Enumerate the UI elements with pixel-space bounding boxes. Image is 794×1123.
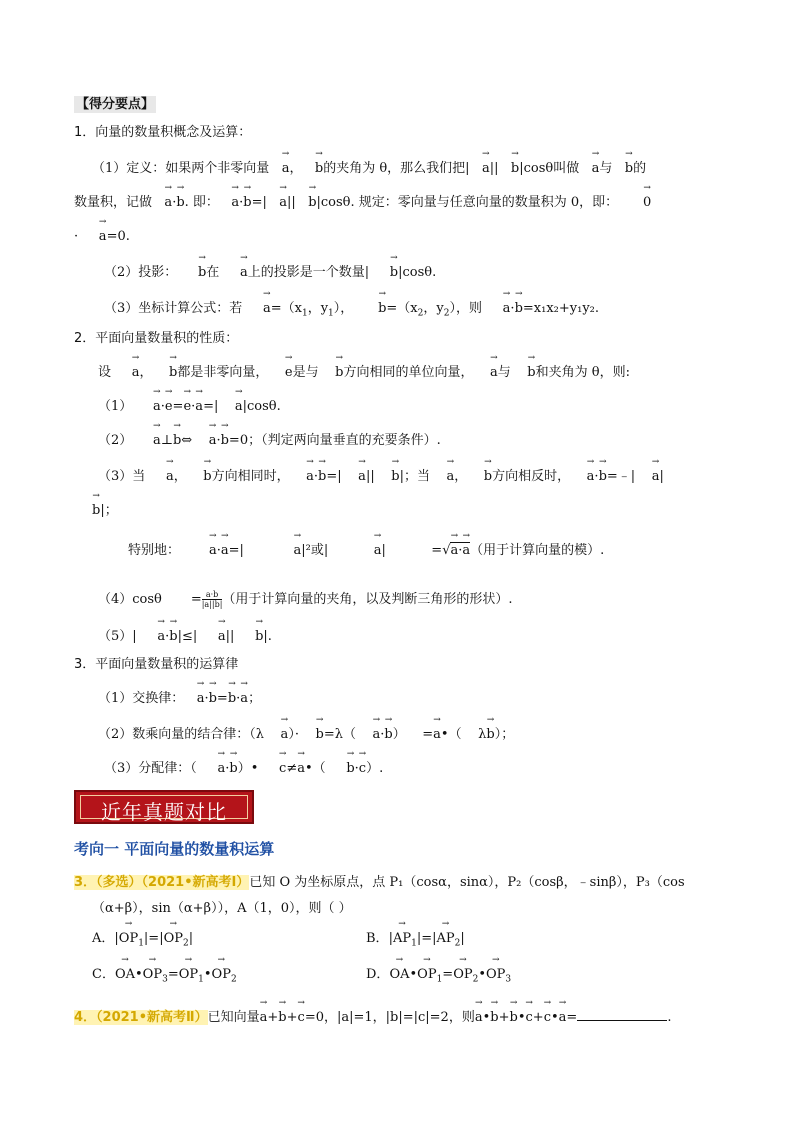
option-b[interactable]: B．|→ $AP_1|=|\to AP_2|$ xyxy=(366,930,465,953)
section-banner xyxy=(74,790,254,824)
section-2-title: 2．平面向量数量积的性质： xyxy=(74,331,239,346)
topic-heading: 考向一 平面向量的数量积运算 xyxy=(74,840,275,858)
question-3: 3．（多选）（2021•新高考Ⅰ）已知 O 为坐标原点，点 P₁（cosα，sinα），P₂（cosβ，﹣sinβ），P₃（cos xyxy=(74,875,685,890)
option-d[interactable]: D．→ OA•→ $OP_1=\to$ $OP_2•\to OP_3$ xyxy=(366,966,511,989)
section-tag: 【得分要点】 xyxy=(76,97,155,112)
projection-line: （2）投影： → b在 → a上的投影是一个数量| → b|cosθ. xyxy=(104,264,436,282)
question-3-cont: （α+β），sin（α+β）），A（1，0），则（ ） xyxy=(92,901,352,916)
law-associative: （2）数乘向量的结合律：（λ → a）· → b=λ（ → a·→ b） =→ a•（ λ→ b）； xyxy=(98,726,514,744)
question-3-number: 3．（多选）（2021•新高考Ⅰ） xyxy=(74,875,250,890)
property-3-cont: → b|； xyxy=(92,502,118,520)
banner-title: 近年真题对比 xyxy=(101,800,227,824)
definition-line-1: （1）定义：如果两个非零向量 → a， → b的夹角为 θ，那么我们把| → a|| → b|cosθ叫做 → a与 → b的 xyxy=(92,160,646,178)
question-4: 4．（2021•新高考Ⅱ）已知向量→ a+→ b+→ c=0，|a|=1，|b|=|c|=2，则→ a•→ b+→ b•→ c+→ c•→ a= . xyxy=(74,1006,671,1027)
definition-line-2: 数量积，记做 → a·→ b. 即： → a·→ b=| → a|| → b|cosθ. 规定：零向量与任意向量的数量积为 0，即： → 0 xyxy=(74,194,651,212)
answer-blank[interactable] xyxy=(577,1006,667,1021)
property-4: （4）cosθ = $\frac{a\cdot b}{|a||b|}$ （用于计算向量的夹角，以及判断三角形的形状）. xyxy=(98,590,513,609)
definition-line-3: · → a=0. xyxy=(74,228,130,246)
law-distributive: （3）分配律：（ → a·→ b）• → c≠→ a•（ → b·→ c）. xyxy=(104,760,383,778)
section-3-title: 3．平面向量数量积的运算律 xyxy=(74,657,239,672)
property-5: （5）| → a·→ b|≤| → a|| → b|. xyxy=(98,628,272,646)
option-c[interactable]: C．→ OA•→ $OP_3=\to$ $OP_1•\to OP_2$ xyxy=(92,966,237,989)
option-a[interactable]: A．|→ $OP_1|=|\to OP_2|$ xyxy=(92,930,193,953)
property-3: （3）当 → a， → b方向相同时， → a·→ b=| → a|| → b|；当 → a， → b方向相反时， → a·→ b=﹣| → a| xyxy=(98,468,664,486)
section-1-title: 1．向量的数量积概念及运算： xyxy=(74,125,252,140)
question-4-number: 4．（2021•新高考Ⅱ） xyxy=(74,1010,208,1025)
property-2: （2） → a⊥→ b⇔ → a·→ b=0；（判定两向量垂直的充要条件）. xyxy=(98,432,441,450)
special-case: 特别地： → a·→ a=| → a|²或| → a| =√→ a·→ a（用于计算向量的模）. xyxy=(128,542,604,560)
property-intro: 设 → a， → b都是非零向量， → e是与 → b方向相同的单位向量， → a与 → b和夹角为 θ，则: xyxy=(98,364,630,382)
property-1: （1） → a·→ e=→ e·→ a=| → a|cosθ. xyxy=(98,398,281,416)
law-commutative: （1）交换律： → a·→ b=→ b·→ a； xyxy=(98,690,261,708)
coordinate-formula-line: （3）坐标计算公式：若 → $a=(x_1$，$y_1$）， → $b=(x_2$，$y_2$），则 → a·→ b=x₁x₂+y₁y₂. xyxy=(104,300,599,323)
